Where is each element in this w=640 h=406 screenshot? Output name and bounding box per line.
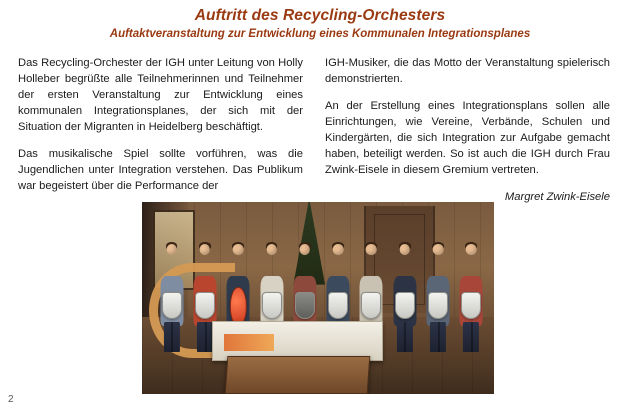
paragraph: Das Recycling-Orchester der IGH unter Leitung von Holly Holleber begrüßte alle Teilnehmerinnen und Teilnehmer der ersten Veranstaltung zur Entwicklung eines kommunalen Integrationsplanes, der sich mit der Situation der Migranten in Heidelberg beschäftigt. xyxy=(18,57,303,133)
page-number: 2 xyxy=(8,394,14,405)
left-column xyxy=(18,56,303,202)
head xyxy=(466,244,477,255)
legs xyxy=(463,322,479,352)
legs xyxy=(430,322,446,352)
right-column xyxy=(325,56,610,202)
page-title: Auftritt des Recycling-Orchesters xyxy=(194,7,446,24)
bucket-instrument xyxy=(461,292,481,320)
bucket-instrument xyxy=(328,292,348,320)
bucket-instrument xyxy=(162,292,182,320)
legs xyxy=(164,322,180,352)
head xyxy=(433,244,444,255)
legs xyxy=(397,322,413,352)
head xyxy=(266,244,277,255)
performer xyxy=(422,244,453,352)
article-byline: Margret Zwink-Eisele xyxy=(504,190,610,203)
paragraph: An der Erstellung eines Integrationsplans sollen alle Einrichtungen, wie Vereine, Verbände, Schulen und Kindergärten, die sich Integration zur Aufgabe gemacht haben, beteiligt werden. So ist auch die IGH durch Frau Zwink-Eisele in diesem Gremium vertreten. xyxy=(325,100,610,176)
bucket-instrument xyxy=(262,292,282,320)
performer xyxy=(456,244,487,352)
head xyxy=(333,244,344,255)
head xyxy=(366,244,377,255)
bucket-instrument xyxy=(295,292,315,320)
performer xyxy=(156,244,187,352)
bucket-instrument xyxy=(395,292,415,320)
headline-block xyxy=(0,0,640,42)
bucket-instrument xyxy=(361,292,381,320)
head xyxy=(399,244,410,255)
photo-image xyxy=(142,202,494,394)
head xyxy=(166,244,177,255)
photo-recycling-orchester xyxy=(142,202,494,394)
page-subtitle: Auftaktveranstaltung zur Entwicklung eines Kommunalen Integrationsplanes xyxy=(109,28,531,41)
ball-instrument xyxy=(230,287,246,326)
performer xyxy=(389,244,420,352)
article-columns xyxy=(0,56,640,202)
legs xyxy=(197,322,213,352)
bucket-instrument xyxy=(195,292,215,320)
head xyxy=(300,244,311,255)
head xyxy=(200,244,211,255)
bucket-instrument xyxy=(428,292,448,320)
paragraph: Das musikalische Spiel sollte vorführen, was die Jugendlichen unter Integration verstehen. Das Publikum war begeistert über die Performance der xyxy=(18,147,303,192)
cardboard-box xyxy=(225,356,370,394)
paragraph: IGH-Musiker, die das Motto der Veranstaltung spielerisch demonstrierten. xyxy=(325,57,610,86)
head xyxy=(233,244,244,255)
